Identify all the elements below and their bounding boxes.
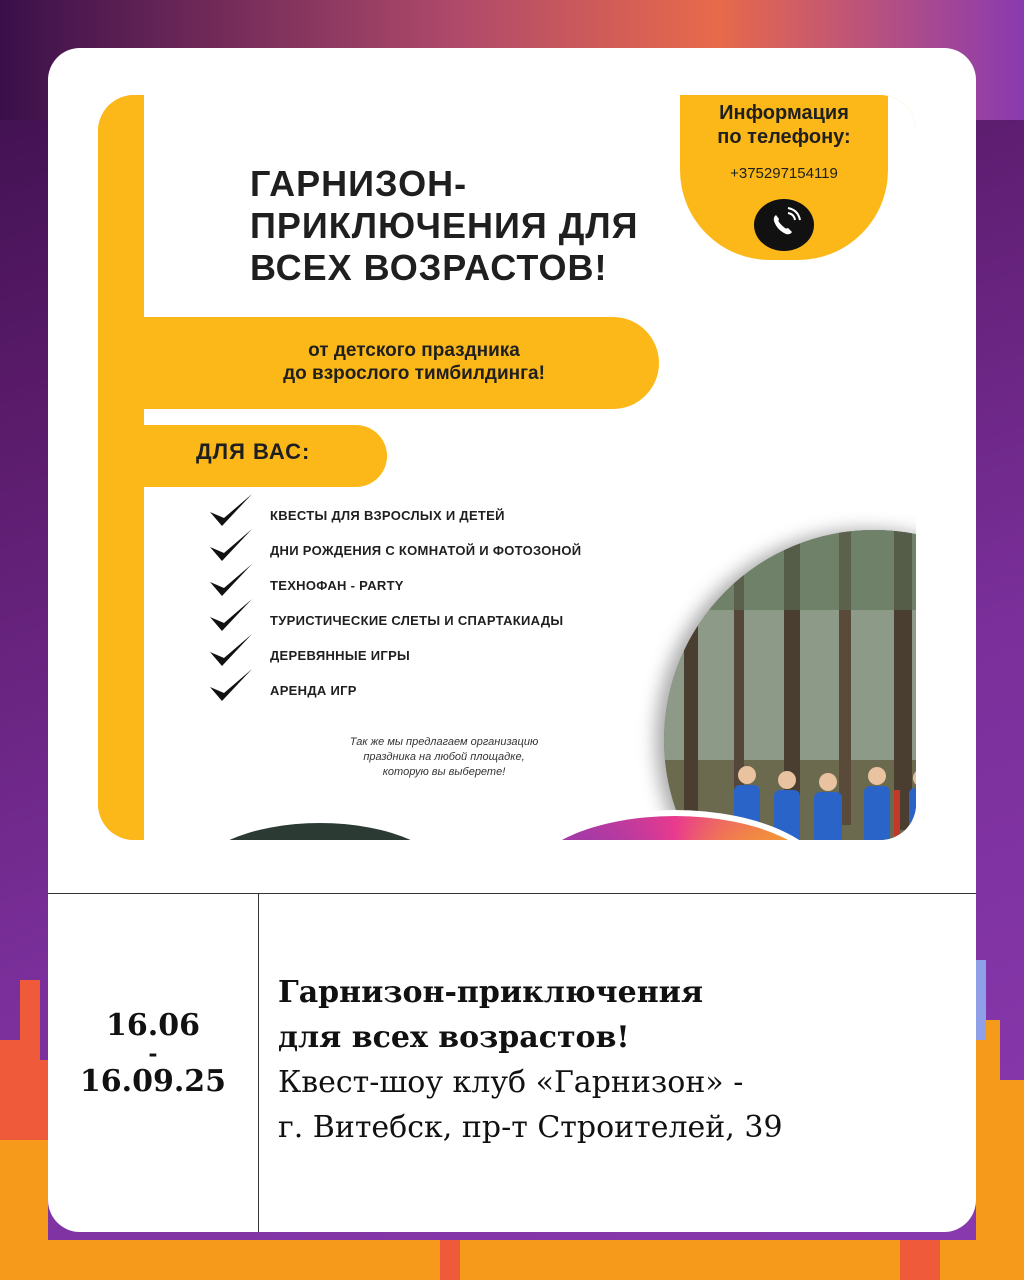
service-label: КВЕСТЫ ДЛЯ ВЗРОСЛЫХ И ДЕТЕЙ xyxy=(270,508,505,523)
poster-body xyxy=(144,95,916,840)
poster-subtitle-line-1: от детского праздника xyxy=(308,340,520,361)
event-poster xyxy=(98,95,916,840)
event-title xyxy=(278,970,958,1060)
checkmark-icon xyxy=(206,492,256,532)
event-info xyxy=(278,970,958,1150)
event-title-line-1: Гарнизон-приключения xyxy=(278,975,704,1010)
checkmark-icon xyxy=(206,667,256,707)
poster-note-line-1: Так же мы предлагаем организацию xyxy=(349,736,539,748)
checkmark-icon xyxy=(206,562,256,602)
service-label: ТУРИСТИЧЕСКИЕ СЛЕТЫ И СПАРТАКИАДЫ xyxy=(270,613,564,628)
event-location xyxy=(278,1060,958,1150)
date-end: 16.09.25 xyxy=(79,1064,227,1099)
event-location-line-2: г. Витебск, пр-т Строителей, 39 xyxy=(278,1110,783,1145)
poster-note xyxy=(264,735,624,780)
team-photo xyxy=(664,530,916,840)
vertical-divider xyxy=(258,893,259,1232)
poster-subtitle-line-2: до взрослого тимбилдинга! xyxy=(283,363,545,384)
phone-info-label xyxy=(680,101,888,149)
event-dates xyxy=(48,1008,258,1100)
poster-yellow-strip xyxy=(98,95,144,840)
checkmark-icon xyxy=(206,597,256,637)
poster-title-line-1: ГАРНИЗОН- xyxy=(250,163,468,204)
phone-icon xyxy=(754,199,814,251)
for-you-heading: ДЛЯ ВАС: xyxy=(196,439,311,464)
forest-illustration xyxy=(664,530,916,840)
poster-title-line-3: ВСЕХ ВОЗРАСТОВ! xyxy=(250,247,608,288)
poster-note-line-3: которую вы выберете! xyxy=(382,766,506,778)
service-label: ТЕХНОФАН - PARTY xyxy=(270,578,404,593)
checkmark-icon xyxy=(206,632,256,672)
phone-info-label-line-2: по телефону: xyxy=(717,126,851,148)
checkmark-icon xyxy=(206,527,256,567)
date-start: 16.06 xyxy=(106,1008,200,1043)
poster-title-line-2: ПРИКЛЮЧЕНИЯ ДЛЯ xyxy=(250,205,639,246)
phone-info-label-line-1: Информация xyxy=(719,102,849,124)
poster-subtitle xyxy=(204,339,624,385)
service-label: ДЕРЕВЯННЫЕ ИГРЫ xyxy=(270,648,411,663)
horizontal-divider xyxy=(48,893,976,894)
for-you-pill xyxy=(144,425,387,487)
event-card xyxy=(48,48,976,1232)
poster-title xyxy=(250,163,638,289)
decor-photo-circle-left xyxy=(184,817,456,840)
event-title-line-2: для всех возрастов! xyxy=(278,1020,630,1055)
subtitle-pill xyxy=(144,317,659,409)
phone-info-badge xyxy=(680,95,888,260)
event-location-line-1: Квест-шоу клуб «Гарнизон» - xyxy=(278,1065,744,1100)
poster-note-line-2: праздника на любой площадке, xyxy=(363,751,525,763)
service-label: ДНИ РОЖДЕНИЯ С КОМНАТОЙ И ФОТОЗОНОЙ xyxy=(270,543,582,558)
service-label: АРЕНДА ИГР xyxy=(270,683,357,698)
date-separator: - xyxy=(148,1041,158,1067)
phone-number: +375297154119 xyxy=(730,165,838,182)
